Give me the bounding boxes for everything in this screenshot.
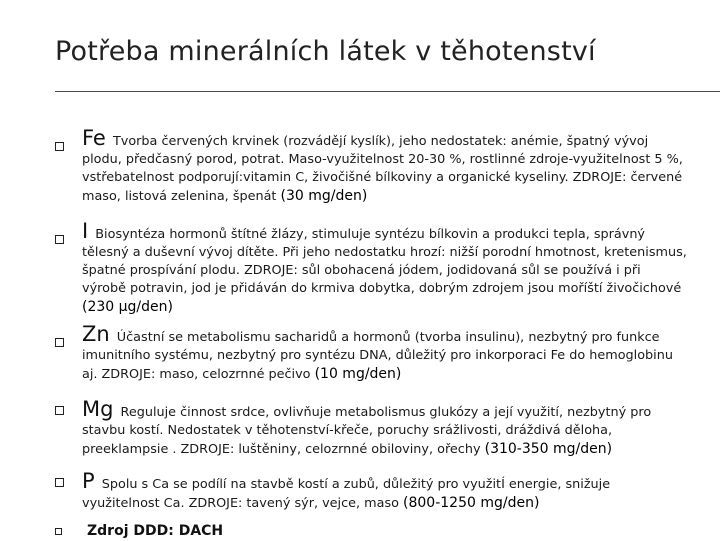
square-bullet-icon [55, 528, 62, 535]
element-symbol: Mg [82, 397, 114, 421]
item-text [87, 522, 687, 541]
item-description: Tvorba červených krvinek (rozvádějí kyslík), jeho nedostatek: anémie, špatný vývoj plodu, předčasný porod, potrat. Maso-využitelnost 20-30 %, rostlinné zdroje-využitelnost 5 %, vstřebatelnost podporují:vitamin C, živočišné bílkoviny a organické kyseliny. ZDROJE: červené maso, listová zelenina, špenát [82, 134, 683, 204]
item-description: Reguluje činnost srdce, ovlivňuje metabolismus glukózy a její využití, nezbytný pro stavbu kostí. Nedostatek v těhotenství-křeče, poruchy srážlivosti, dráždivá děloha, preeklampsie . ZDROJE: luštěniny, celozrnné obiloviny, ořechy [82, 405, 652, 457]
source-label: Zdroj DDD: DACH [87, 523, 224, 539]
element-symbol: P [82, 469, 95, 493]
daily-dose: (230 µg/den) [82, 299, 173, 315]
daily-dose: (10 mg/den) [314, 366, 402, 382]
element-symbol: Zn [82, 322, 110, 346]
title-divider [55, 91, 720, 92]
daily-dose: (310-350 mg/den) [484, 441, 613, 457]
list-item-fe [55, 126, 687, 206]
square-bullet-icon [55, 406, 64, 415]
source-note [55, 522, 687, 541]
list-item-mg [55, 397, 687, 459]
square-bullet-icon [55, 142, 64, 151]
element-symbol: Fe [82, 126, 106, 150]
list-item-i [55, 219, 687, 317]
square-bullet-icon [55, 338, 64, 347]
square-bullet-icon [55, 478, 64, 487]
list-item-zn [55, 322, 687, 384]
daily-dose: (800-1250 mg/den) [403, 495, 540, 511]
item-text [82, 322, 687, 384]
daily-dose: (30 mg/den) [280, 188, 368, 204]
list-item-p [55, 469, 687, 513]
item-text [82, 219, 687, 317]
item-text [82, 397, 687, 459]
item-text [82, 126, 687, 206]
item-description: Biosyntéza hormonů štítné žlázy, stimuluje syntézu bílkovin a produkci tepla, správný tělesný a duševní vývoj dítěte. Při jeho nedostatku hrozí: nižší porodní hmotnost, kretenismus, špatné prospívání plodu. ZDROJE: sůl obohacená jódem, jodidovaná sůl se používá i při výrobě potravin, jod je přidáván do krmiva dobytka, dobrým zdrojem jsou moříští živočichové [82, 227, 687, 296]
square-bullet-icon [55, 235, 64, 244]
element-symbol: I [82, 219, 89, 243]
item-description: Účastní se metabolismu sacharidů a hormonů (tvorba insulinu), nezbytný pro funkce imunitního systému, nezbytný pro syntézu DNA, důležitý pro inkorporaci Fe do hemoglobinu aj. ZDROJE: maso, celozrnné pečivo [82, 330, 673, 382]
slide-title: Potřeba minerálních látek v těhotenství [55, 36, 596, 67]
item-text [82, 469, 687, 513]
item-description: Spolu s Ca se podílí na stavbě kostí a zubů, důležitý pro využitÍ energie, snižuje využitelnost Ca. ZDROJE: tavený sýr, vejce, maso [82, 477, 611, 511]
